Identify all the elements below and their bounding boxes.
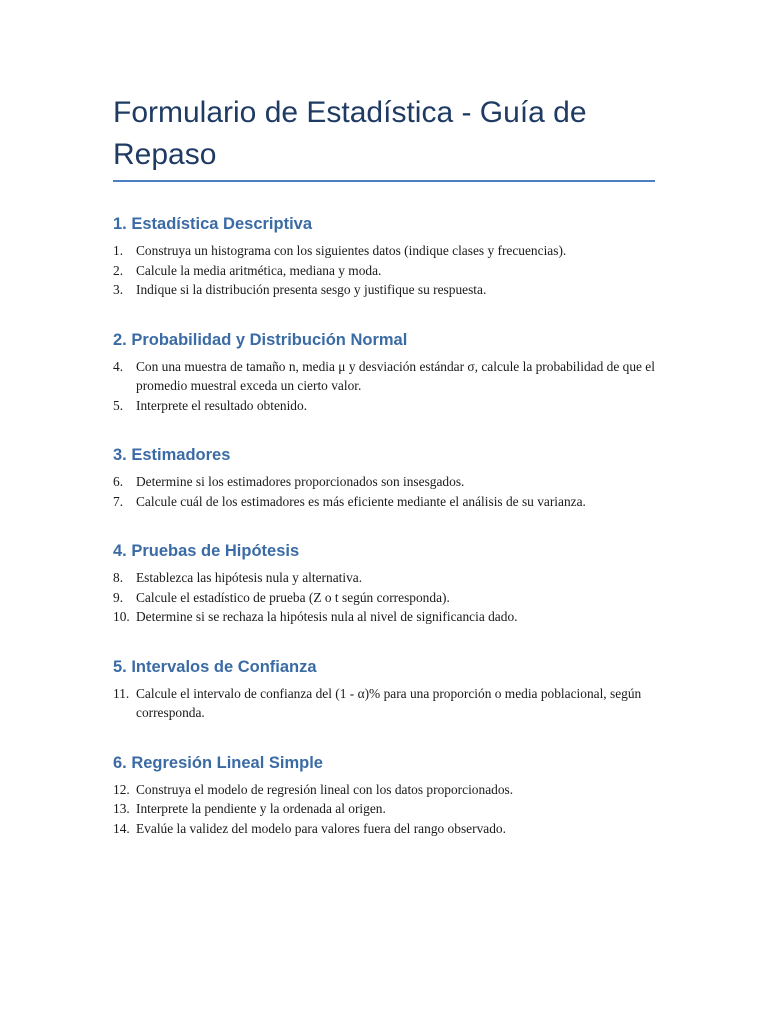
section-heading: 5. Intervalos de Confianza — [113, 657, 317, 676]
item-number: 2. — [113, 262, 124, 278]
question-list — [113, 357, 655, 416]
section-regresion-lineal — [113, 752, 655, 839]
item-number: 5. — [113, 397, 124, 413]
item-number: 10. — [113, 609, 130, 624]
section-heading: 6. Regresión Lineal Simple — [113, 753, 323, 772]
item-text: Establezca las hipótesis nula y alternativa. — [136, 570, 363, 585]
item-text: Calcule el estadístico de prueba (Z o t según corresponda). — [136, 589, 450, 605]
item-text: Construya el modelo de regresión lineal con los datos proporcionados. — [136, 781, 514, 797]
item-number: 14. — [113, 820, 130, 836]
list-item — [113, 684, 655, 723]
section-pruebas-hipotesis — [113, 540, 655, 627]
section-heading: 2. Probabilidad y Distribución Normal — [113, 330, 408, 349]
section-heading: 1. Estadística Descriptiva — [113, 215, 313, 233]
item-number: 11. — [113, 685, 130, 701]
list-item — [113, 241, 655, 261]
list-item — [113, 280, 655, 300]
list-item — [113, 799, 655, 819]
question-list — [113, 241, 655, 300]
item-number: 13. — [113, 801, 130, 816]
document-page — [113, 92, 655, 867]
item-text: Determine si los estimadores proporcionados son insesgados. — [136, 474, 465, 489]
item-number: 9. — [113, 589, 124, 605]
title-divider — [113, 180, 655, 182]
item-number: 7. — [113, 493, 124, 509]
item-text: Interprete el resultado obtenido. — [136, 397, 308, 413]
item-text: Construya un histograma con los siguientes datos (indique clases y frecuencias). — [136, 243, 567, 258]
item-text: Con una muestra de tamaño n, media μ y desviación estándar σ, calcule la probabilidad de que el promedio muestral exceda un cierto valor. — [136, 358, 655, 393]
question-list — [113, 472, 655, 511]
item-text: Calcule cuál de los estimadores es más eficiente mediante el análisis de su varianza. — [136, 493, 586, 509]
item-text: Evalúe la validez del modelo para valores fuera del rango observado. — [136, 820, 506, 836]
section-heading: 4. Pruebas de Hipótesis — [113, 542, 300, 560]
list-item — [113, 396, 655, 416]
list-item — [113, 472, 655, 492]
section-intervalos-confianza — [113, 656, 655, 723]
item-text: Interprete la pendiente y la ordenada al origen. — [136, 801, 386, 816]
document-title: Formulario de Estadística - Guía de Repaso — [113, 96, 587, 171]
section-estimadores — [113, 444, 655, 511]
item-text: Indique si la distribución presenta sesgo y justifique su respuesta. — [136, 282, 487, 297]
list-item — [113, 588, 655, 608]
section-estadistica-descriptiva — [113, 213, 655, 300]
list-item — [113, 780, 655, 800]
item-text: Determine si se rechaza la hipótesis nula al nivel de significancia dado. — [136, 609, 518, 624]
question-list — [113, 780, 655, 839]
question-list — [113, 568, 655, 627]
list-item — [113, 819, 655, 839]
list-item — [113, 607, 655, 627]
list-item — [113, 492, 655, 512]
item-number: 6. — [113, 474, 124, 489]
item-number: 1. — [113, 243, 124, 258]
list-item — [113, 568, 655, 588]
item-number: 3. — [113, 282, 124, 297]
section-probabilidad — [113, 329, 655, 416]
item-text: Calcule el intervalo de confianza del (1 - α)% para una proporción o media poblacional, según corresponda. — [136, 685, 642, 720]
list-item — [113, 261, 655, 281]
item-number: 8. — [113, 570, 124, 585]
list-item — [113, 357, 655, 396]
item-number: 4. — [113, 358, 124, 374]
item-number: 12. — [113, 781, 130, 797]
item-text: Calcule la media aritmética, mediana y moda. — [136, 262, 382, 278]
section-heading: 3. Estimadores — [113, 446, 231, 464]
question-list — [113, 684, 655, 723]
